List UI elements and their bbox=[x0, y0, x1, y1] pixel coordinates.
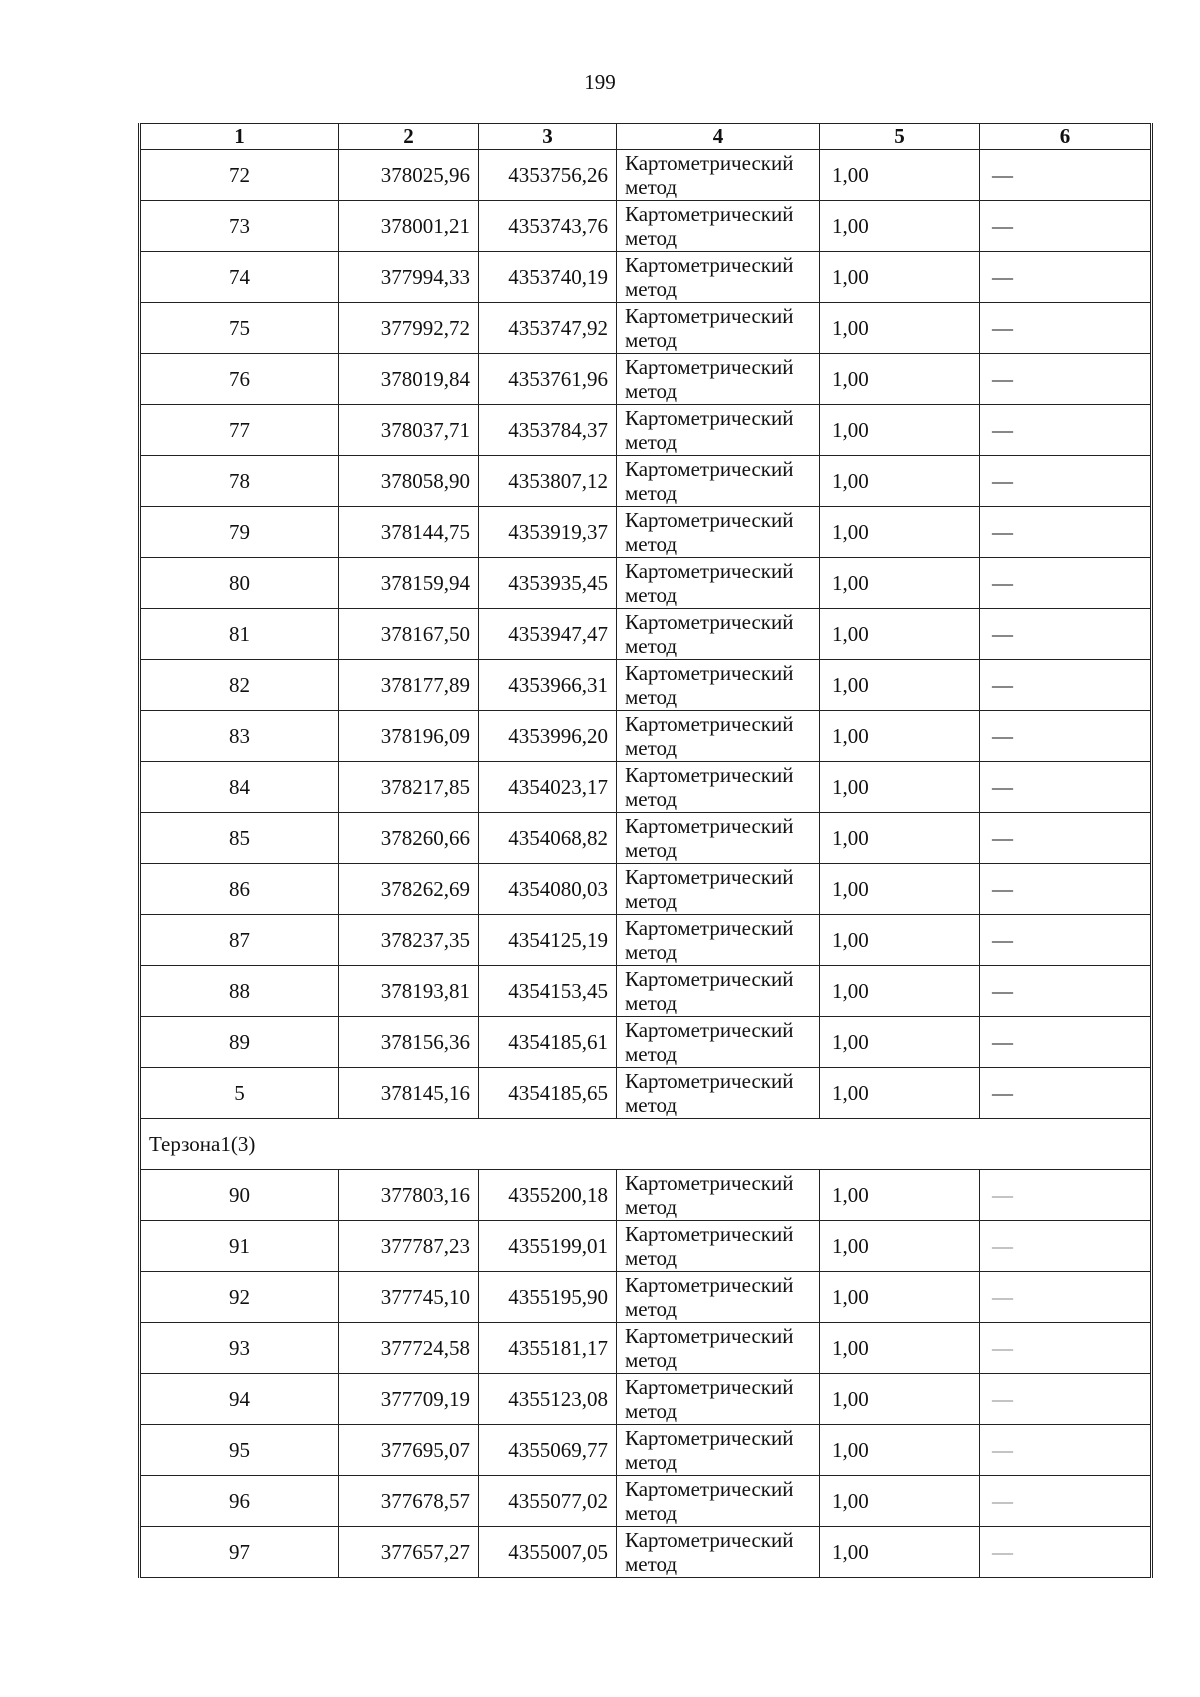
column-header: 3 bbox=[479, 124, 617, 150]
point-number-cell: 73 bbox=[140, 201, 339, 252]
x-coordinate-cell: 377678,57 bbox=[339, 1476, 479, 1527]
note-cell: — bbox=[980, 507, 1152, 558]
table-row bbox=[140, 1017, 1152, 1068]
accuracy-cell: 1,00 bbox=[820, 1017, 980, 1068]
method-cell: Картометрический метод bbox=[617, 1476, 820, 1527]
accuracy-cell: 1,00 bbox=[820, 762, 980, 813]
table-row bbox=[140, 915, 1152, 966]
table-row bbox=[140, 1272, 1152, 1323]
note-cell: — bbox=[980, 609, 1152, 660]
method-cell: Картометрический метод bbox=[617, 966, 820, 1017]
x-coordinate-cell: 378193,81 bbox=[339, 966, 479, 1017]
accuracy-cell: 1,00 bbox=[820, 1221, 980, 1272]
coordinates-table-wrapper bbox=[138, 123, 1150, 1578]
y-coordinate-cell: 4355007,05 bbox=[479, 1527, 617, 1578]
point-number-cell: 76 bbox=[140, 354, 339, 405]
point-number-cell: 88 bbox=[140, 966, 339, 1017]
y-coordinate-cell: 4353756,26 bbox=[479, 150, 617, 201]
x-coordinate-cell: 377994,33 bbox=[339, 252, 479, 303]
method-cell: Картометрический метод bbox=[617, 915, 820, 966]
point-number-cell: 74 bbox=[140, 252, 339, 303]
x-coordinate-cell: 378001,21 bbox=[339, 201, 479, 252]
note-cell: — bbox=[980, 303, 1152, 354]
point-number-cell: 90 bbox=[140, 1170, 339, 1221]
y-coordinate-cell: 4354153,45 bbox=[479, 966, 617, 1017]
point-number-cell: 77 bbox=[140, 405, 339, 456]
accuracy-cell: 1,00 bbox=[820, 201, 980, 252]
accuracy-cell: 1,00 bbox=[820, 711, 980, 762]
accuracy-cell: 1,00 bbox=[820, 660, 980, 711]
note-cell: — bbox=[980, 966, 1152, 1017]
note-cell: — bbox=[980, 1068, 1152, 1119]
table-row bbox=[140, 1425, 1152, 1476]
note-cell: — bbox=[980, 201, 1152, 252]
accuracy-cell: 1,00 bbox=[820, 1476, 980, 1527]
point-number-cell: 95 bbox=[140, 1425, 339, 1476]
note-cell: — bbox=[980, 150, 1152, 201]
point-number-cell: 78 bbox=[140, 456, 339, 507]
point-number-cell: 93 bbox=[140, 1323, 339, 1374]
method-cell: Картометрический метод bbox=[617, 405, 820, 456]
accuracy-cell: 1,00 bbox=[820, 1374, 980, 1425]
x-coordinate-cell: 377787,23 bbox=[339, 1221, 479, 1272]
accuracy-cell: 1,00 bbox=[820, 150, 980, 201]
column-header: 2 bbox=[339, 124, 479, 150]
accuracy-cell: 1,00 bbox=[820, 1272, 980, 1323]
x-coordinate-cell: 378156,36 bbox=[339, 1017, 479, 1068]
y-coordinate-cell: 4354068,82 bbox=[479, 813, 617, 864]
y-coordinate-cell: 4353947,47 bbox=[479, 609, 617, 660]
method-cell: Картометрический метод bbox=[617, 864, 820, 915]
x-coordinate-cell: 377724,58 bbox=[339, 1323, 479, 1374]
y-coordinate-cell: 4353743,76 bbox=[479, 201, 617, 252]
x-coordinate-cell: 378159,94 bbox=[339, 558, 479, 609]
note-cell: — bbox=[980, 1374, 1152, 1425]
method-cell: Картометрический метод bbox=[617, 1527, 820, 1578]
table-row bbox=[140, 456, 1152, 507]
accuracy-cell: 1,00 bbox=[820, 1527, 980, 1578]
page-number: 199 bbox=[584, 70, 616, 94]
y-coordinate-cell: 4355077,02 bbox=[479, 1476, 617, 1527]
table-row bbox=[140, 303, 1152, 354]
table-row bbox=[140, 507, 1152, 558]
method-cell: Картометрический метод bbox=[617, 1425, 820, 1476]
method-cell: Картометрический метод bbox=[617, 1170, 820, 1221]
section-label: Терзона1(3) bbox=[140, 1119, 1152, 1170]
y-coordinate-cell: 4355123,08 bbox=[479, 1374, 617, 1425]
x-coordinate-cell: 377709,19 bbox=[339, 1374, 479, 1425]
note-cell: — bbox=[980, 354, 1152, 405]
accuracy-cell: 1,00 bbox=[820, 354, 980, 405]
point-number-cell: 97 bbox=[140, 1527, 339, 1578]
method-cell: Картометрический метод bbox=[617, 1221, 820, 1272]
method-cell: Картометрический метод bbox=[617, 1272, 820, 1323]
table-row bbox=[140, 1068, 1152, 1119]
note-cell: — bbox=[980, 711, 1152, 762]
point-number-cell: 83 bbox=[140, 711, 339, 762]
method-cell: Картометрический метод bbox=[617, 558, 820, 609]
y-coordinate-cell: 4355181,17 bbox=[479, 1323, 617, 1374]
table-row bbox=[140, 354, 1152, 405]
table-row bbox=[140, 1527, 1152, 1578]
y-coordinate-cell: 4355200,18 bbox=[479, 1170, 617, 1221]
y-coordinate-cell: 4353747,92 bbox=[479, 303, 617, 354]
point-number-cell: 84 bbox=[140, 762, 339, 813]
method-cell: Картометрический метод bbox=[617, 1323, 820, 1374]
accuracy-cell: 1,00 bbox=[820, 1323, 980, 1374]
method-cell: Картометрический метод bbox=[617, 150, 820, 201]
point-number-cell: 75 bbox=[140, 303, 339, 354]
y-coordinate-cell: 4353966,31 bbox=[479, 660, 617, 711]
point-number-cell: 92 bbox=[140, 1272, 339, 1323]
note-cell: — bbox=[980, 1476, 1152, 1527]
table-row bbox=[140, 252, 1152, 303]
column-header: 1 bbox=[140, 124, 339, 150]
table-header-row bbox=[140, 124, 1152, 150]
method-cell: Картометрический метод bbox=[617, 354, 820, 405]
table-row bbox=[140, 660, 1152, 711]
method-cell: Картометрический метод bbox=[617, 609, 820, 660]
x-coordinate-cell: 378144,75 bbox=[339, 507, 479, 558]
table-row bbox=[140, 1221, 1152, 1272]
x-coordinate-cell: 378058,90 bbox=[339, 456, 479, 507]
point-number-cell: 94 bbox=[140, 1374, 339, 1425]
section-label-row bbox=[140, 1119, 1152, 1170]
note-cell: — bbox=[980, 1221, 1152, 1272]
accuracy-cell: 1,00 bbox=[820, 507, 980, 558]
y-coordinate-cell: 4353919,37 bbox=[479, 507, 617, 558]
y-coordinate-cell: 4353761,96 bbox=[479, 354, 617, 405]
x-coordinate-cell: 378237,35 bbox=[339, 915, 479, 966]
x-coordinate-cell: 378037,71 bbox=[339, 405, 479, 456]
table-row bbox=[140, 1323, 1152, 1374]
x-coordinate-cell: 377992,72 bbox=[339, 303, 479, 354]
coordinates-table bbox=[138, 123, 1153, 1578]
accuracy-cell: 1,00 bbox=[820, 813, 980, 864]
note-cell: — bbox=[980, 1425, 1152, 1476]
point-number-cell: 81 bbox=[140, 609, 339, 660]
note-cell: — bbox=[980, 813, 1152, 864]
y-coordinate-cell: 4353996,20 bbox=[479, 711, 617, 762]
table-row bbox=[140, 762, 1152, 813]
y-coordinate-cell: 4355195,90 bbox=[479, 1272, 617, 1323]
accuracy-cell: 1,00 bbox=[820, 405, 980, 456]
note-cell: — bbox=[980, 1017, 1152, 1068]
x-coordinate-cell: 377803,16 bbox=[339, 1170, 479, 1221]
note-cell: — bbox=[980, 252, 1152, 303]
note-cell: — bbox=[980, 660, 1152, 711]
y-coordinate-cell: 4353740,19 bbox=[479, 252, 617, 303]
y-coordinate-cell: 4354023,17 bbox=[479, 762, 617, 813]
y-coordinate-cell: 4355199,01 bbox=[479, 1221, 617, 1272]
accuracy-cell: 1,00 bbox=[820, 558, 980, 609]
point-number-cell: 72 bbox=[140, 150, 339, 201]
table-row bbox=[140, 1476, 1152, 1527]
method-cell: Картометрический метод bbox=[617, 762, 820, 813]
method-cell: Картометрический метод bbox=[617, 303, 820, 354]
method-cell: Картометрический метод bbox=[617, 660, 820, 711]
y-coordinate-cell: 4355069,77 bbox=[479, 1425, 617, 1476]
table-row bbox=[140, 609, 1152, 660]
note-cell: — bbox=[980, 1272, 1152, 1323]
y-coordinate-cell: 4354080,03 bbox=[479, 864, 617, 915]
point-number-cell: 91 bbox=[140, 1221, 339, 1272]
table-row bbox=[140, 1374, 1152, 1425]
x-coordinate-cell: 378167,50 bbox=[339, 609, 479, 660]
table-row bbox=[140, 864, 1152, 915]
note-cell: — bbox=[980, 1170, 1152, 1221]
column-header: 5 bbox=[820, 124, 980, 150]
point-number-cell: 96 bbox=[140, 1476, 339, 1527]
x-coordinate-cell: 378196,09 bbox=[339, 711, 479, 762]
y-coordinate-cell: 4354185,61 bbox=[479, 1017, 617, 1068]
note-cell: — bbox=[980, 558, 1152, 609]
table-row bbox=[140, 201, 1152, 252]
x-coordinate-cell: 378217,85 bbox=[339, 762, 479, 813]
table-row bbox=[140, 711, 1152, 762]
table-row bbox=[140, 813, 1152, 864]
y-coordinate-cell: 4353807,12 bbox=[479, 456, 617, 507]
x-coordinate-cell: 377745,10 bbox=[339, 1272, 479, 1323]
x-coordinate-cell: 378145,16 bbox=[339, 1068, 479, 1119]
accuracy-cell: 1,00 bbox=[820, 252, 980, 303]
point-number-cell: 85 bbox=[140, 813, 339, 864]
point-number-cell: 80 bbox=[140, 558, 339, 609]
method-cell: Картометрический метод bbox=[617, 201, 820, 252]
note-cell: — bbox=[980, 864, 1152, 915]
table-row bbox=[140, 405, 1152, 456]
x-coordinate-cell: 378177,89 bbox=[339, 660, 479, 711]
y-coordinate-cell: 4354185,65 bbox=[479, 1068, 617, 1119]
y-coordinate-cell: 4353935,45 bbox=[479, 558, 617, 609]
x-coordinate-cell: 377695,07 bbox=[339, 1425, 479, 1476]
accuracy-cell: 1,00 bbox=[820, 966, 980, 1017]
point-number-cell: 86 bbox=[140, 864, 339, 915]
table-row bbox=[140, 150, 1152, 201]
column-header: 6 bbox=[980, 124, 1152, 150]
accuracy-cell: 1,00 bbox=[820, 1425, 980, 1476]
accuracy-cell: 1,00 bbox=[820, 864, 980, 915]
note-cell: — bbox=[980, 1527, 1152, 1578]
x-coordinate-cell: 378019,84 bbox=[339, 354, 479, 405]
note-cell: — bbox=[980, 762, 1152, 813]
accuracy-cell: 1,00 bbox=[820, 1170, 980, 1221]
method-cell: Картометрический метод bbox=[617, 507, 820, 558]
accuracy-cell: 1,00 bbox=[820, 915, 980, 966]
x-coordinate-cell: 378262,69 bbox=[339, 864, 479, 915]
accuracy-cell: 1,00 bbox=[820, 609, 980, 660]
method-cell: Картометрический метод bbox=[617, 813, 820, 864]
method-cell: Картометрический метод bbox=[617, 456, 820, 507]
method-cell: Картометрический метод bbox=[617, 1068, 820, 1119]
table-row bbox=[140, 558, 1152, 609]
x-coordinate-cell: 378025,96 bbox=[339, 150, 479, 201]
accuracy-cell: 1,00 bbox=[820, 1068, 980, 1119]
note-cell: — bbox=[980, 1323, 1152, 1374]
method-cell: Картометрический метод bbox=[617, 252, 820, 303]
note-cell: — bbox=[980, 915, 1152, 966]
y-coordinate-cell: 4353784,37 bbox=[479, 405, 617, 456]
y-coordinate-cell: 4354125,19 bbox=[479, 915, 617, 966]
method-cell: Картометрический метод bbox=[617, 1374, 820, 1425]
table-row bbox=[140, 966, 1152, 1017]
point-number-cell: 5 bbox=[140, 1068, 339, 1119]
x-coordinate-cell: 378260,66 bbox=[339, 813, 479, 864]
method-cell: Картометрический метод bbox=[617, 1017, 820, 1068]
x-coordinate-cell: 377657,27 bbox=[339, 1527, 479, 1578]
note-cell: — bbox=[980, 405, 1152, 456]
column-header: 4 bbox=[617, 124, 820, 150]
point-number-cell: 82 bbox=[140, 660, 339, 711]
point-number-cell: 79 bbox=[140, 507, 339, 558]
accuracy-cell: 1,00 bbox=[820, 456, 980, 507]
note-cell: — bbox=[980, 456, 1152, 507]
table-row bbox=[140, 1170, 1152, 1221]
method-cell: Картометрический метод bbox=[617, 711, 820, 762]
point-number-cell: 89 bbox=[140, 1017, 339, 1068]
point-number-cell: 87 bbox=[140, 915, 339, 966]
accuracy-cell: 1,00 bbox=[820, 303, 980, 354]
